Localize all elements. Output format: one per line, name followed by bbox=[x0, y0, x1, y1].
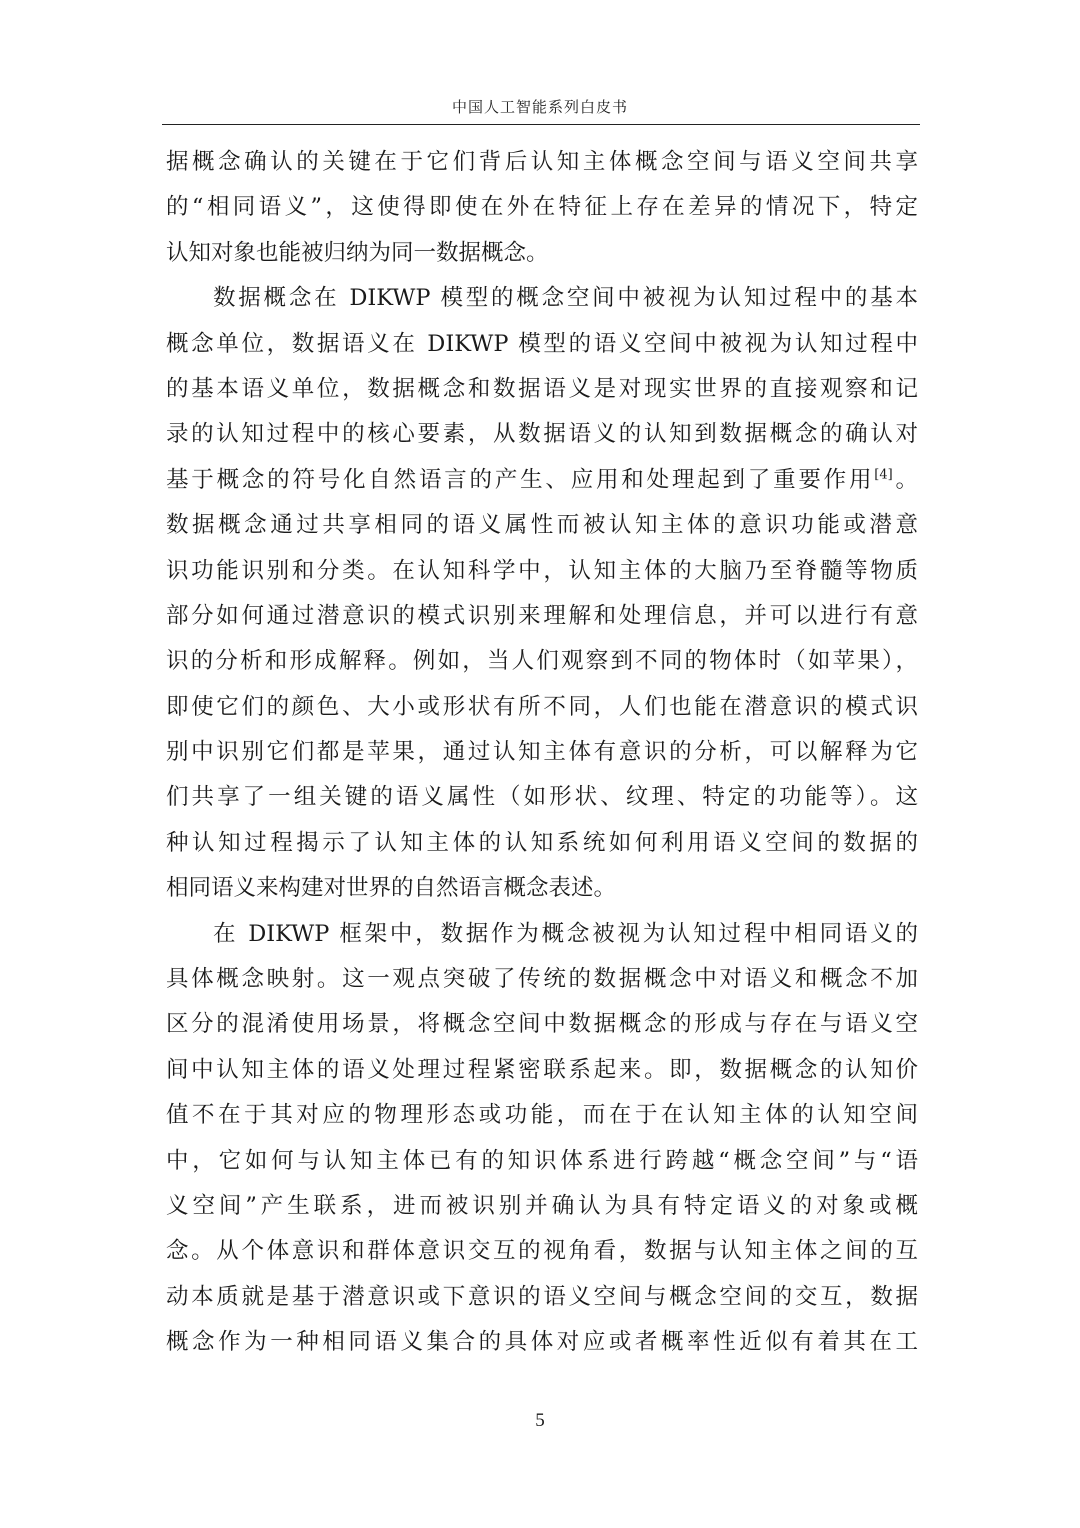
header-rule bbox=[162, 124, 920, 125]
text-line-content: 认知对象也能被归纳为同一数据概念。 bbox=[166, 239, 549, 266]
text-line-content: 值不在于其对应的物理形态或功能，而在于在认知主体的认知空间 bbox=[166, 1102, 918, 1129]
text-line bbox=[166, 1229, 918, 1274]
page-number: 5 bbox=[535, 1410, 545, 1431]
text-line-content: 的基本语义单位，数据概念和数据语义是对现实世界的直接观察和记 bbox=[166, 375, 918, 402]
text-line bbox=[166, 866, 918, 911]
text-line-content: 们共享了一组关键的语义属性（如形状、纹理、特定的功能等）。这 bbox=[166, 784, 918, 811]
text-line-content: 具体概念映射。这一观点突破了传统的数据概念中对语义和概念不加 bbox=[166, 966, 918, 993]
text-line-content: 概念作为一种相同语义集合的具体对应或者概率性近似有着其在工 bbox=[166, 1329, 918, 1356]
text-line bbox=[166, 775, 918, 820]
text-line bbox=[166, 1320, 918, 1365]
text-line bbox=[166, 185, 918, 230]
text-line-content: 识功能识别和分类。在认知科学中，认知主体的大脑乃至脊髓等物质 bbox=[166, 557, 918, 584]
text-line-content: 种认知过程揭示了认知主体的认知系统如何利用语义空间的数据的 bbox=[166, 829, 918, 856]
text-line-content: 念。从个体意识和群体意识交互的视角看，数据与认知主体之间的互 bbox=[166, 1238, 918, 1265]
text-line-content: 概念单位，数据语义在 DIKWP 模型的语义空间中被视为认知过程中 bbox=[166, 330, 918, 357]
text-line bbox=[166, 1139, 918, 1184]
text-line bbox=[166, 912, 918, 957]
text-line-content: 据概念确认的关键在于它们背后认知主体概念空间与语义空间共享 bbox=[166, 149, 918, 175]
text-line bbox=[166, 412, 918, 457]
text-line-content: 部分如何通过潜意识的模式识别来理解和处理信息，并可以进行有意 bbox=[166, 602, 918, 629]
text-line-content: 在 DIKWP 框架中，数据作为概念被视为认知过程中相同语义的 bbox=[213, 920, 918, 947]
text-line bbox=[166, 549, 918, 594]
text-line bbox=[166, 594, 918, 639]
text-line-content: 数据概念通过共享相同的语义属性而被认知主体的意识功能或潜意 bbox=[166, 512, 918, 539]
text-line bbox=[166, 231, 918, 276]
text-line bbox=[166, 1002, 918, 1047]
text-line-content: 即使它们的颜色、大小或形状有所不同，人们也能在潜意识的模式识 bbox=[166, 693, 918, 720]
running-header: 中国人工智能系列白皮书 bbox=[451, 98, 628, 116]
text-line-content: 别中识别它们都是苹果，通过认知主体有意识的分析，可以解释为它 bbox=[166, 739, 918, 766]
citation-reference: [4] bbox=[874, 467, 893, 483]
text-line bbox=[166, 322, 918, 367]
text-line bbox=[166, 1093, 918, 1138]
text-line bbox=[166, 685, 918, 730]
text-line bbox=[166, 367, 918, 412]
text-line bbox=[166, 503, 918, 548]
text-line-tail: 。 bbox=[892, 466, 918, 493]
text-line bbox=[166, 957, 918, 1002]
text-line bbox=[166, 730, 918, 775]
text-line-content: 的“相同语义”，这使得即使在外在特征上存在差异的情况下，特定 bbox=[166, 194, 918, 221]
text-line-content: 录的认知过程中的核心要素，从数据语义的认知到数据概念的确认对 bbox=[166, 421, 918, 448]
text-line bbox=[166, 1275, 918, 1320]
text-line-content: 相同语义来构建对世界的自然语言概念表述。 bbox=[166, 875, 617, 902]
text-line bbox=[166, 458, 918, 503]
body-text bbox=[166, 140, 918, 1366]
text-line bbox=[166, 140, 918, 185]
text-line bbox=[166, 1184, 918, 1229]
text-line-content: 动本质就是基于潜意识或下意识的语义空间与概念空间的交互，数据 bbox=[166, 1283, 918, 1310]
text-line bbox=[166, 276, 918, 321]
text-line-content: 区分的混淆使用场景，将概念空间中数据概念的形成与存在与语义空 bbox=[166, 1011, 918, 1038]
text-line-content: 数据概念在 DIKWP 模型的概念空间中被视为认知过程中的基本 bbox=[213, 285, 918, 312]
text-line-content: 识的分析和形成解释。例如，当人们观察到不同的物体时（如苹果）， bbox=[166, 648, 918, 675]
text-line-content: 中，它如何与认知主体已有的知识体系进行跨越“概念空间”与“语 bbox=[166, 1147, 918, 1174]
text-line-content: 基于概念的符号化自然语言的产生、应用和处理起到了重要作用 bbox=[166, 466, 875, 493]
text-line-content: 义空间”产生联系，进而被识别并确认为具有特定语义的对象或概 bbox=[166, 1192, 918, 1219]
text-line bbox=[166, 639, 918, 684]
text-line-content: 间中认知主体的语义处理过程紧密联系起来。即，数据概念的认知价 bbox=[166, 1056, 918, 1083]
text-line bbox=[166, 821, 918, 866]
text-line bbox=[166, 1048, 918, 1093]
